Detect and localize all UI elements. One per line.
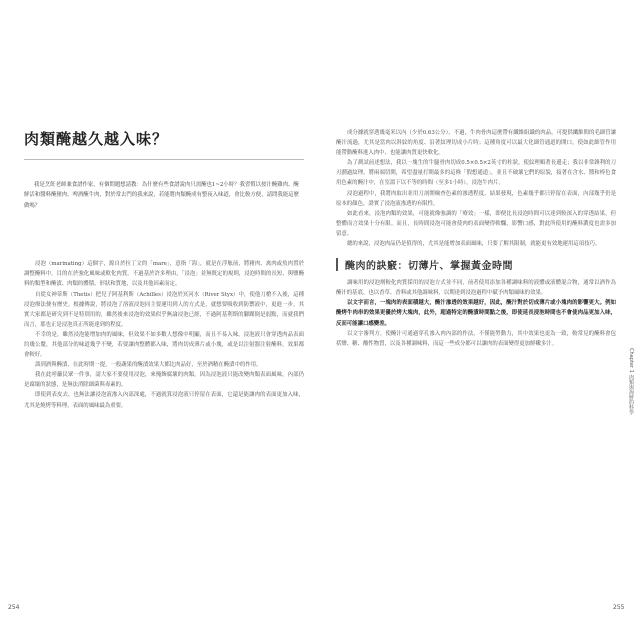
section-bar bbox=[336, 258, 338, 271]
body-paragraph: 成分據就穿透幾毫米以內（少於0.63公分），不過，牛肉骨肉這麼帶有纖維組織的肉品，可提供纖維間的毛細管讓醃汁流過，尤其是當肉以斜紋的角度、沿著紋理切成小片時；這種角度可以最大化細管通道的開口，使如此細管作用能帶動醃料進入肉中，也能讓肉質更快軟化。 bbox=[336, 130, 616, 157]
right-page bbox=[336, 128, 616, 349]
left-body bbox=[24, 259, 304, 410]
body-paragraph: 總的來說，浸泡肉品仍是值得的，尤其是能增加表面風味，只要了解其限制，就能更有效地運用這項技巧。 bbox=[347, 241, 601, 248]
body-paragraph-emphasis: 以文字而言，一塊肉的表面積越大，醃汁滲透的效果越好，因此，醃汁對於切成薄片或小塊肉的影響更大。例如醃烤牛肉串的效果更優於烤大塊肉，此外，超過特定的醃漬時間點之後，即使延長浸泡時間也不會使肉品更加入味，反而可能讓口感變差。 bbox=[336, 300, 616, 327]
body-paragraph: 為了測試前述想法，我以一塊生的牛腿骨肉切成0.5×0.5×2英寸的柱狀，使紋理順著長邊走；我以非常鋒利的刀刃劃過紋理，將兩端切開，希望盡量打開最多的這條「假想通道」，並且不破壞它們的原貌，接著在含水、醬和棒色食用色素的醃汁中，在室溫下以不等的時間（至多1小時），浸泡牛肉片。 bbox=[336, 160, 616, 187]
body-paragraph: 談到酒與醃漬，在此時期一提，一般蔬果的醃漬效果大都比肉品好，至於酒精在醃漬中的作用。 bbox=[35, 362, 262, 369]
page-number-right: 255 bbox=[613, 604, 625, 611]
section-title: 醃肉的訣竅：切薄片、掌握黃金時間 bbox=[345, 261, 513, 273]
body-paragraph: 自從女神蒂斯（Thetis）把兒子阿基利斯（Achilles）浸泡於冥河水（River Styx）中，使他刀槍不入後，這種浸泡療法便有歷史。根據傳說，將浸泡了溶液浸泡同主要運用到人的方式是，就想要吸收到防禦液中，更進一步，其實大家都是研究到不是特別用的，雖然後來浸泡的效果似乎無論浸泡已經，不過阿基利斯的腳踝倒是弱點，而就我們而言，那也正是浸泡真正所能達到的程度。 bbox=[24, 291, 304, 328]
reader-question: 我是烹飪老師兼食譜作家，有個問題想請教：為什麼有些食譜說肉只需醃也1~2小時？我習慣以按汁醃雞肉、醃鮮活和醬料醃豬肉、啤酒醃牛肉，對於常去門的我來說，若能將肉類醃成有整夜入味道，會比較方便，請問我能這麼做嗎？ bbox=[24, 182, 299, 209]
page-number-left: 254 bbox=[8, 604, 20, 611]
body-paragraph: 調味用的浸泡劑較化肉質採用的浸泡方式並不同，前者使用添加各種調味料的液體或液體混合物，通常以酒作為醃汁的基底，也以香草、香料或其他調味料，以期達到浸泡過程中賦予肉類風味的效果。 bbox=[336, 280, 616, 297]
body-paragraph: 浸泡過程中，我將肉取出並用刀剖開檢查色素的滲透程度。結果發現，色素幾乎都只停留在表面，內部幾乎仍是原本的顏色，證實了浸泡液滲透的有限性。 bbox=[336, 190, 616, 207]
section-heading bbox=[336, 257, 616, 272]
article-title: 肉類醃越久越入味？ bbox=[24, 130, 169, 148]
left-page bbox=[24, 128, 304, 411]
chapter-tab: Chapter 1 肉類與海鮮的科學 bbox=[628, 348, 634, 415]
body-paragraph: 不幸的是，雖然浸泡能增加肉的風味，但效果不如多數人想像中明顯，而且不易入味，浸泡液只會穿透肉品表面約幾公釐，其他部分的味道幾乎不變，若要讓肉整體都入味，將肉切成薄片或小塊，或是以注射器注射醃料，效果都會較好。 bbox=[24, 331, 304, 359]
body-paragraph: 如此看來，浸泡肉類的效果，可能就像強調的「療效」一樣，即便比長浸泡時間可以達到較深入的穿透結果，但整體而言效果十分有限。而且，長時間浸泡可能會使肉的表面變得軟爛，影響口感，對此所使用的醃料濃度也需多加留意。 bbox=[336, 210, 616, 237]
body-paragraph: 我在此呼籲民眾一件事，請大家不要使用浸泡，來掩飾腐壞的肉類。因為浸泡液只能改變肉類表面風味，內部仍是腐壞的狀態，是無法消除細菌與毒素的。 bbox=[24, 372, 304, 389]
body-paragraph: 即使到表皮去，也無法讓浸泡液滲入內部深處，不過就算浸泡液只停留在表面，它還是能讓肉的表面更加入味，尤其是燒烤等料理，表面的風味最為重要。 bbox=[24, 392, 304, 409]
body-paragraph: 以文字審判方，使醃汁可通過穿孔滲入肉內部的作法，不僅能勞動力，其中效果也更為一致，較常見的醃料會包括鹽、糖、酸性物質，以及各種調味料，而這一些成分都可以讓肉的表面變得更加鮮嫩多汁。 bbox=[336, 330, 616, 347]
title-rule bbox=[24, 159, 304, 160]
body-paragraph: 浸泡（marinating）這個字，源自於拉丁文的「mare」，意指「海」，就是在浮舷前，將豬肉、禽肉或魚肉置於調整醃料中，目的在於強化風味或軟化肉質。不過基於許多理由，「浸泡」並無既定的規則，浸泡時間的長短、與鹽醃料的類型和醃漬、肉類的體積、形狀和質地，以及其他因素而定。 bbox=[24, 261, 304, 288]
